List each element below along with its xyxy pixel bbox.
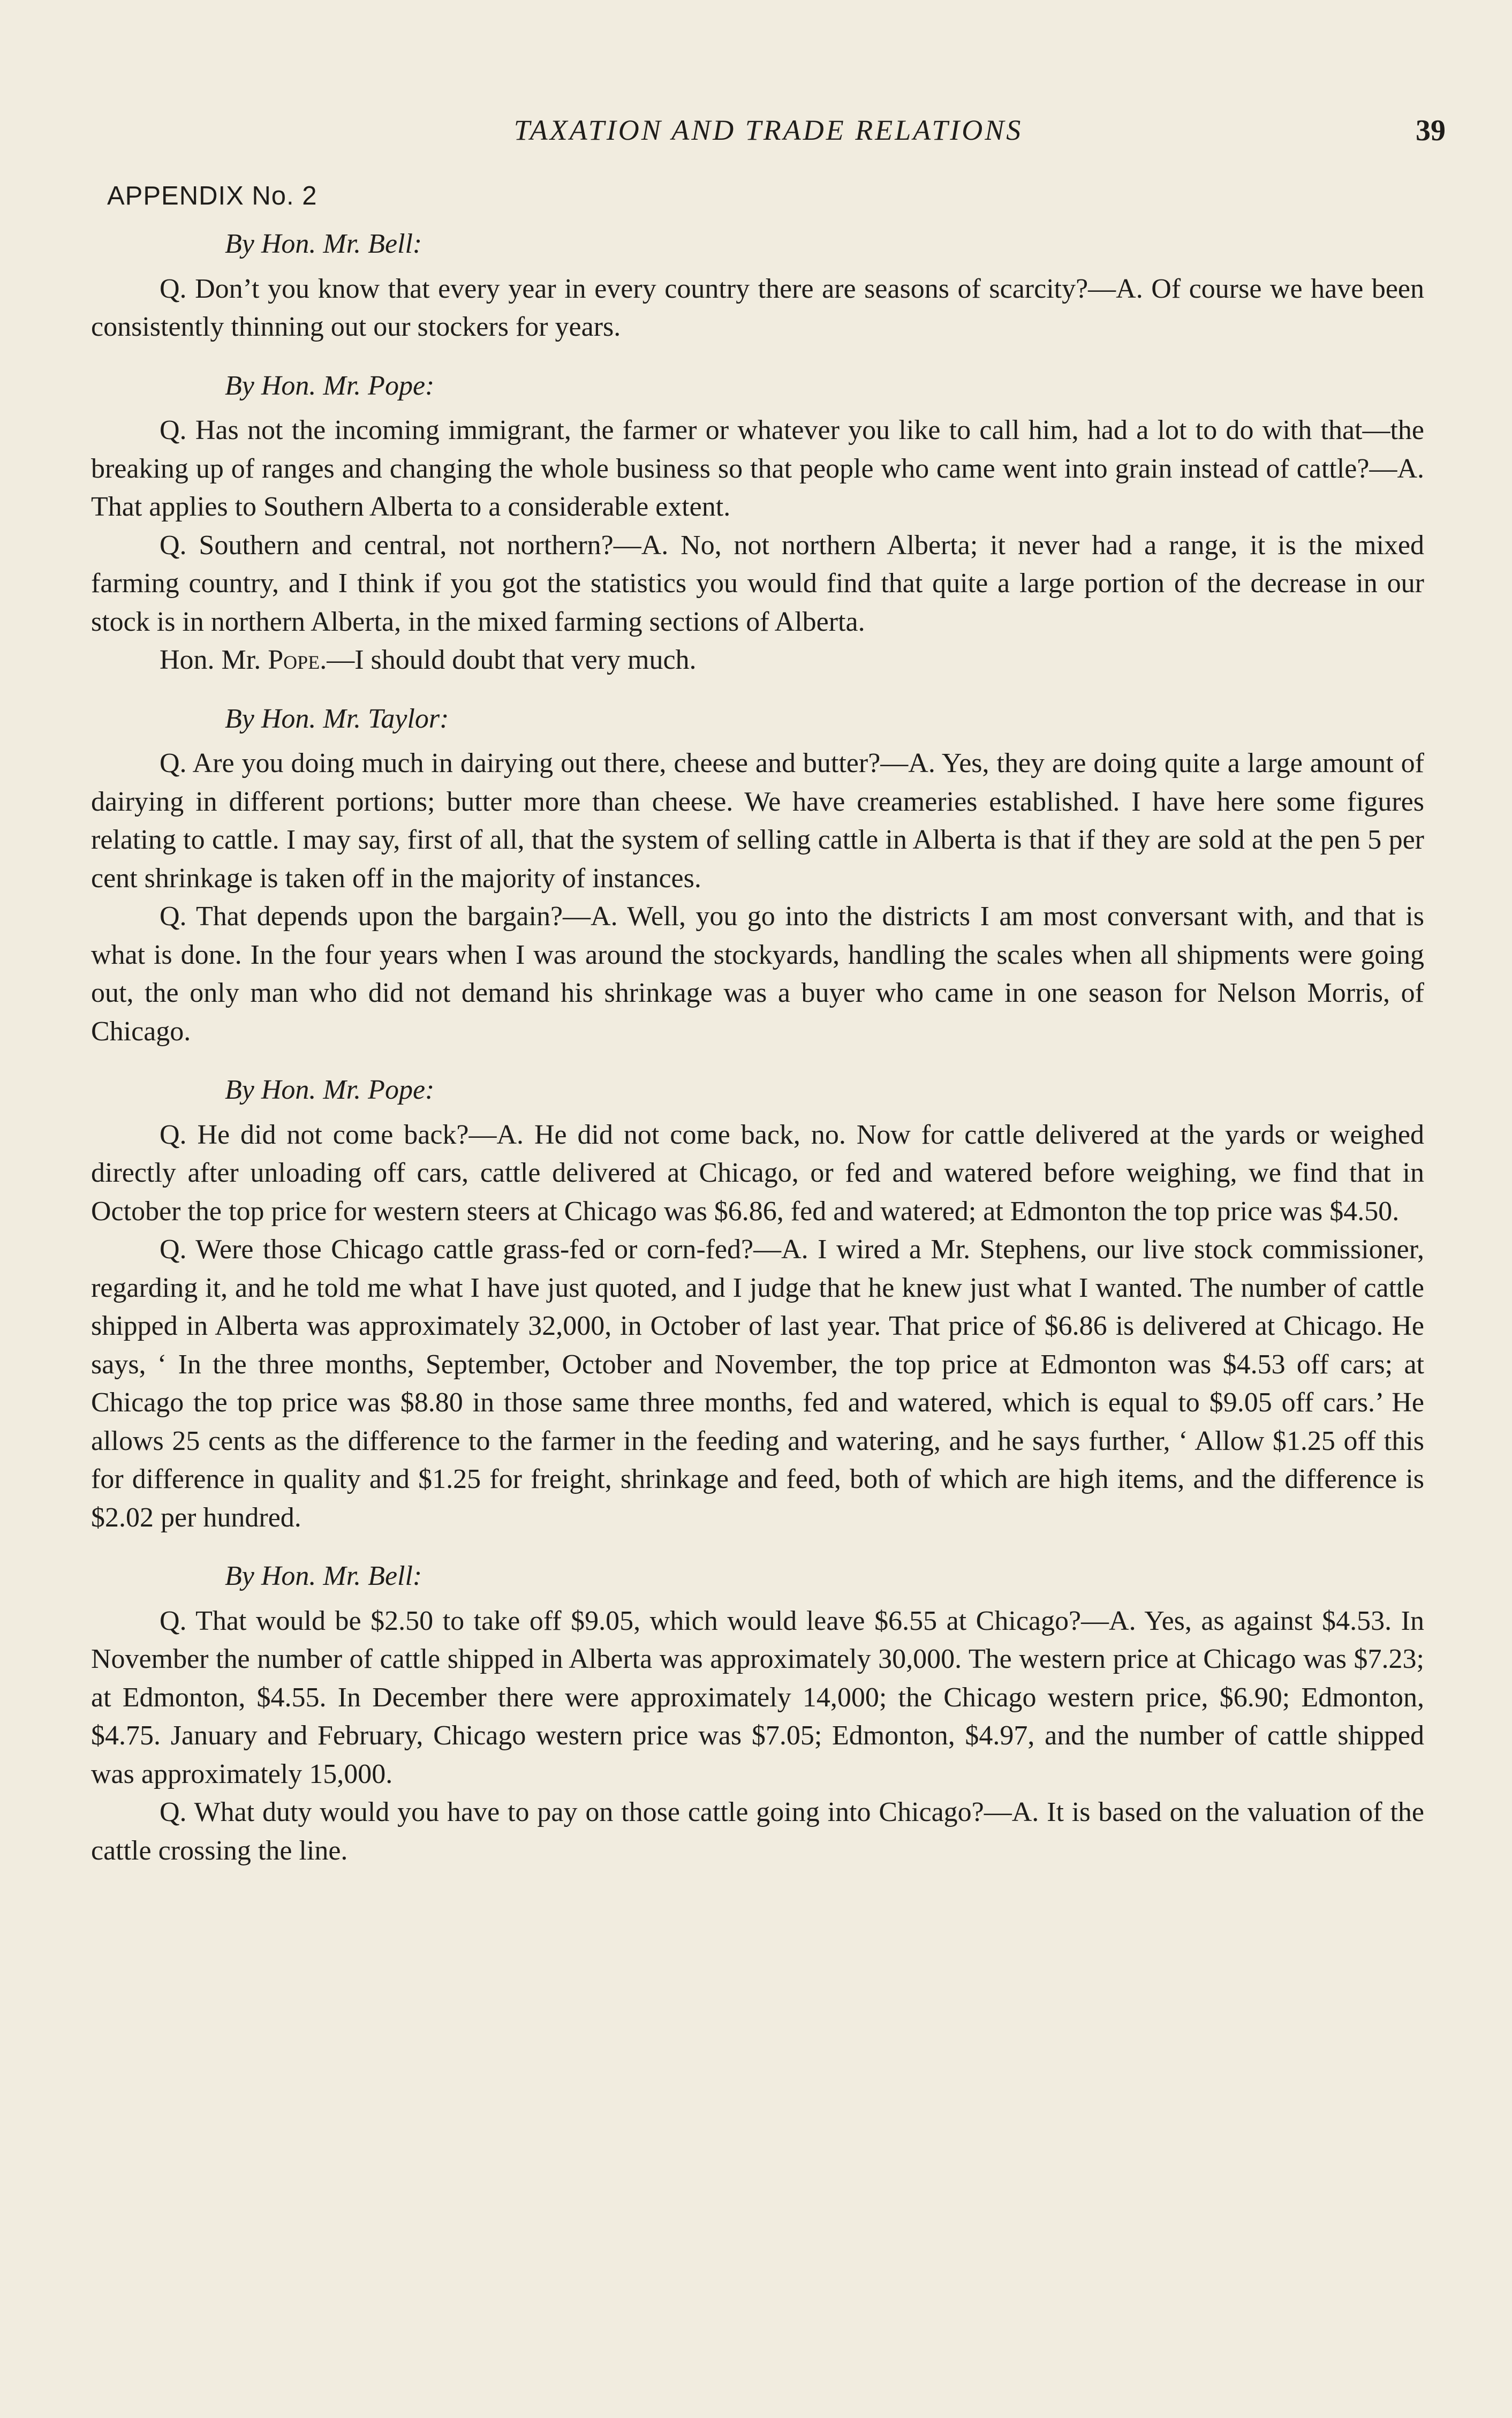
page-number: 39 — [1416, 114, 1446, 147]
section-taylor — [91, 700, 1424, 1051]
interjection-name: Pope — [268, 645, 320, 675]
speaker-heading: By Hon. Mr. Bell: — [225, 1561, 422, 1591]
speaker-heading: By Hon. Mr. Pope: — [225, 370, 435, 401]
section-bell-2 — [91, 1557, 1424, 1870]
interjection — [91, 641, 1424, 679]
speaker-heading: By Hon. Mr. Bell: — [225, 229, 422, 259]
paragraph: Q. He did not come back?—A. He did not come back, no. Now for cattle delivered at the yards or weighed directly after unloading off cars, cattle delivered at Chicago, or fed and watered before weighing, we find that in October the top price for western steers at Chicago was $6.86, fed and watered; at Edmonton the top price was $4.50. — [91, 1119, 1424, 1227]
interjection-prefix: Hon. Mr. — [160, 645, 268, 675]
paragraph: Q. That would be $2.50 to take off $9.05, which would leave $6.55 at Chicago?—A. Yes, as against $4.53. In November the number of cattle shipped in Alberta was approximately 30,000. The western price at Chicago was $7.23; at Edmonton, $4.55. In December there were approximately 14,000; the Chicago western price, $6.90; Edmonton, $4.75. January and February, Chicago western price was $7.05; Edmonton, $4.97, and the number of cattle shipped was approximately 15,000. — [91, 1605, 1424, 1789]
running-title: TAXATION AND TRADE RELATIONS — [513, 114, 1023, 146]
section-bell-1 — [91, 225, 1424, 346]
paragraph: Q. What duty would you have to pay on those cattle going into Chicago?—A. It is based on the valuation of the cattle crossing the line. — [91, 1797, 1424, 1866]
appendix-label: APPENDIX No. 2 — [107, 182, 317, 210]
section-pope-1 — [91, 367, 1424, 679]
paragraph: Q. Don’t you know that every year in every country there are seasons of scarcity?—A. Of course we have been consistently thinning out our stockers for years. — [91, 273, 1424, 342]
running-head — [91, 114, 1446, 156]
section-pope-2 — [91, 1071, 1424, 1537]
body-text — [91, 225, 1424, 1870]
interjection-text: .—I should doubt that very much. — [320, 645, 697, 675]
speaker-heading: By Hon. Mr. Pope: — [225, 1075, 435, 1105]
paragraph: Q. Southern and central, not northern?—A. No, not northern Alberta; it never had a range, it is the mixed farming country, and I think if you got the statistics you would find that quite a large portion of the decrease in our stock is in northern Alberta, in the mixed farming sections of Alberta. — [91, 530, 1424, 637]
paragraph: Q. Has not the incoming immigrant, the farmer or whatever you like to call him, had a lot to do with that—the breaking up of ranges and changing the whole business so that people who came went into grain instead of cattle?—A. That applies to Southern Alberta to a considerable extent. — [91, 415, 1424, 522]
paragraph: Q. Are you doing much in dairying out there, cheese and butter?—A. Yes, they are doing quite a large amount of dairying in different portions; butter more than cheese. We have creameries established. I have here some figures relating to cattle. I may say, first of all, that the system of selling cattle in Alberta is that if they are sold at the pen 5 per cent shrinkage is taken off in the majority of instances. — [91, 748, 1424, 894]
speaker-heading: By Hon. Mr. Taylor: — [225, 703, 449, 734]
paragraph: Q. Were those Chicago cattle grass-fed or corn-fed?—A. I wired a Mr. Stephens, our live stock commissioner, regarding it, and he told me what I have just quoted, and I judge that he knew just what I wanted. The number of cattle shipped in Alberta was approximately 32,000, in October of last year. That price of $6.86 is delivered at Chicago. He says, ‘ In the three months, September, October and November, the top price at Edmonton was $4.53 off cars; at Chicago the top price was $8.80 in those same three months, fed and watered, which is equal to $9.05 off cars.’ He allows 25 cents as the difference to the farmer in the feeding and watering, and he says further, ‘ Allow $1.25 off this for difference in quality and $1.25 for freight, shrinkage and feed, both of which are high items, and the difference is $2.02 per hundred. — [91, 1234, 1424, 1533]
paragraph: Q. That depends upon the bargain?—A. Well, you go into the districts I am most conversant with, and that is what is done. In the four years when I was around the stockyards, handling the scales when all shipments were going out, the only man who did not demand his shrinkage was a buyer who came in one season for Nelson Morris, of Chicago. — [91, 901, 1424, 1047]
